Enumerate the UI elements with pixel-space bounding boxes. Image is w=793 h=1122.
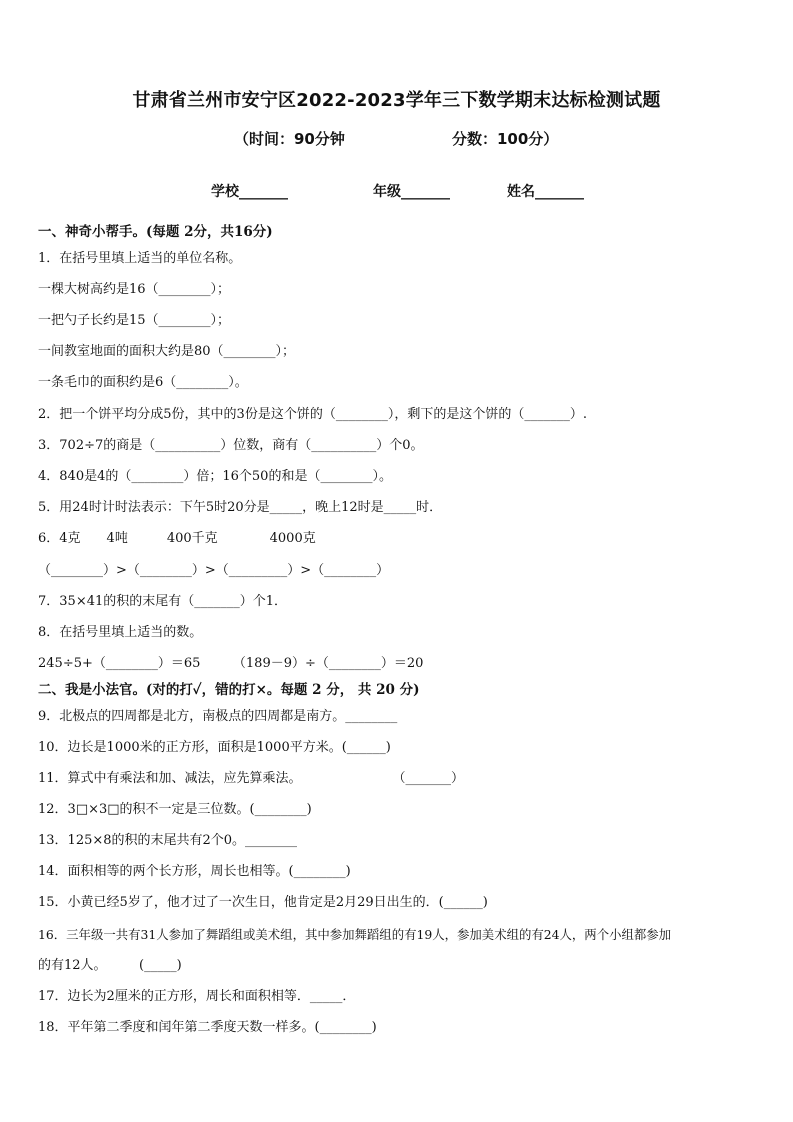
question-line: 8．在括号里填上适当的数。 <box>38 625 203 640</box>
question-line: 11．算式中有乘法和加、减法，应先算乘法。 （_______） <box>38 771 465 786</box>
page-title: 甘肃省兰州市安宁区2022-2023学年三下数学期末达标检测试题 <box>132 90 661 111</box>
school-field: 学校_______ <box>211 184 288 200</box>
name-field: 姓名_______ <box>507 184 584 200</box>
time-limit: （时间：90分钟 <box>234 130 345 148</box>
question-line: 16．三年级一共有31人参加了舞蹈组或美术组，其中参加舞蹈组的有19人，参加美术组的有24人，两个小组都参加 <box>38 927 672 942</box>
question-line: 3．702÷7的商是（__________）位数，商有（__________）个0。 <box>38 438 424 453</box>
total-score: 分数：100分） <box>452 130 559 148</box>
question-line: 7．35×41的积的末尾有（_______）个1． <box>38 594 288 609</box>
question-line: 17．边长为2厘米的正方形，周长和面积相等．_____． <box>38 989 356 1004</box>
question-line: 10．边长是1000米的正方形，面积是1000平方米。(______) <box>38 740 391 755</box>
grade-field: 年级_______ <box>373 184 450 200</box>
question-line: 14．面积相等的两个长方形，周长也相等。(________) <box>38 864 351 879</box>
question-line: 4．840是4的（________）倍；16个50的和是（________）。 <box>38 469 392 484</box>
student-info <box>0 181 793 201</box>
question-line: 12．3□×3□的积不一定是三位数。(________) <box>38 802 312 817</box>
question-line: 18．平年第二季度和闰年第二季度天数一样多。(________) <box>38 1020 377 1035</box>
section-2-heading: 二、我是小法官。(对的打✓，错的打×。每题 2 分， 共 20 分) <box>38 682 420 698</box>
section-1-heading: 一、神奇小帮手。(每题 2分，共16分) <box>38 224 273 240</box>
question-line: 的有12人。 (_____) <box>38 958 182 973</box>
question-line: （________）>（________）>（_________）>（________） <box>38 563 390 578</box>
question-line: 1．在括号里填上适当的单位名称。 <box>38 251 242 266</box>
exam-meta <box>0 128 793 148</box>
question-line: 9．北极点的四周都是北方，南极点的四周都是南方。________ <box>38 709 398 724</box>
question-line: 2．把一个饼平均分成5份，其中的3份是这个饼的（________），剩下的是这个饼的（_______）. <box>38 407 587 422</box>
question-line: 5．用24时计时法表示：下午5时20分是_____，晚上12时是_____时． <box>38 500 443 515</box>
question-line: 15．小黄已经5岁了，他才过了一次生日，他肯定是2月29日出生的．(______) <box>38 895 488 910</box>
question-line: 245÷5+（________）＝65 （189－9）÷（________）＝20 <box>38 656 424 671</box>
question-line: 6．4克 4吨 400千克 4000克 <box>38 531 316 546</box>
question-line: 一把勺子长约是15（________）； <box>38 313 231 328</box>
question-line: 13．125×8的积的末尾共有2个0。________ <box>38 833 298 848</box>
question-line: 一棵大树高约是16（________）； <box>38 282 231 297</box>
question-line: 一条毛巾的面积约是6（________）。 <box>38 375 248 390</box>
question-line: 一间教室地面的面积大约是80（________）； <box>38 344 296 359</box>
